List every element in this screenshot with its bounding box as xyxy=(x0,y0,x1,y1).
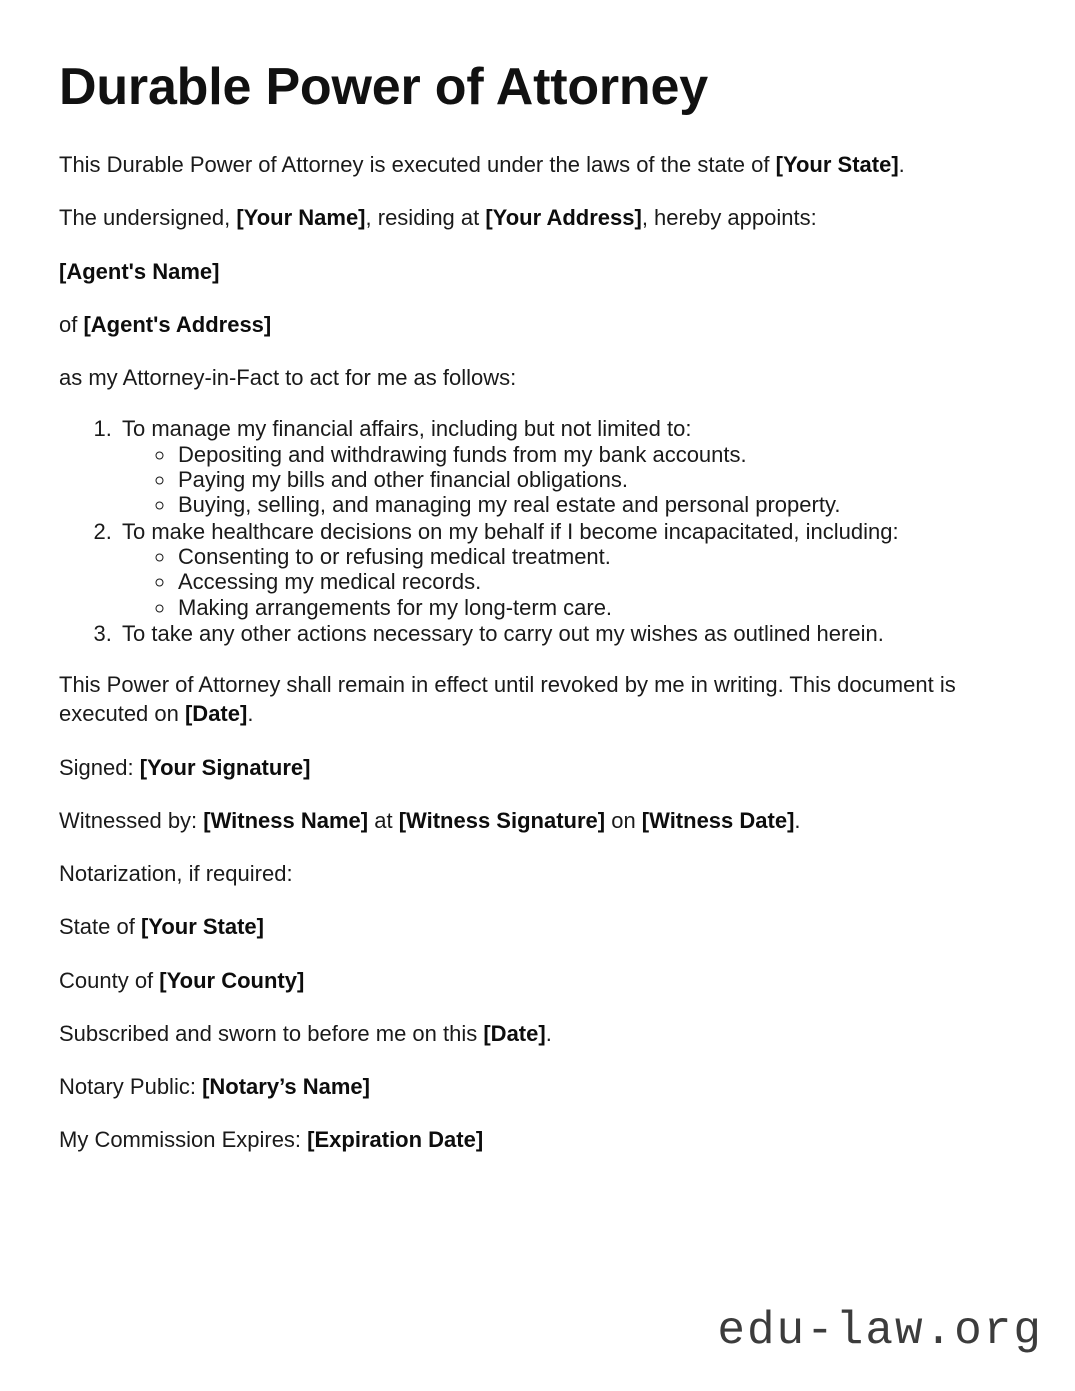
notary-sworn-lead: Subscribed and sworn to before me on this xyxy=(59,1020,484,1046)
undersigned-middle: , residing at xyxy=(365,205,486,231)
placeholder-agent-name: [Agent's Name] xyxy=(59,258,220,284)
notary-county-label: County of xyxy=(59,967,160,993)
list-item: ◦ Buying, selling, and managing my real estate and personal property. xyxy=(176,492,1015,517)
placeholder-your-signature: [Your Signature] xyxy=(139,754,311,780)
list-item: ◦ Accessing my medical records. xyxy=(176,569,1015,594)
notary-sworn-line xyxy=(59,1019,1015,1048)
list-item: ◦ Consenting to or refusing medical treatment. xyxy=(176,544,1015,569)
list-item xyxy=(118,519,1015,620)
placeholder-notary-state: [Your State] xyxy=(140,914,264,940)
undersigned-tail: , hereby appoints: xyxy=(641,205,817,231)
placeholder-your-name: [Your Name] xyxy=(236,205,366,231)
agent-address-paragraph xyxy=(59,310,1015,339)
notary-public-line xyxy=(59,1072,1015,1101)
placeholder-notary-county: [Your County] xyxy=(159,967,305,993)
list-item xyxy=(118,416,1015,517)
placeholder-your-state: [Your State] xyxy=(775,152,899,178)
notary-state-line xyxy=(59,912,1015,941)
page-title: Durable Power of Attorney xyxy=(59,58,708,116)
signed-line xyxy=(59,753,1015,782)
witness-mid-1: at xyxy=(368,807,399,833)
undersigned-lead: The undersigned, xyxy=(59,205,237,231)
witness-lead: Witnessed by: xyxy=(59,807,204,833)
power-text: To make healthcare decisions on my behalf if I become incapacitated, including: xyxy=(122,518,899,544)
site-watermark: edu-law.org xyxy=(717,1305,1043,1357)
revocation-tail: . xyxy=(247,701,254,727)
notary-county-line xyxy=(59,966,1015,995)
intro-text-before: This Durable Power of Attorney is executed under the laws of the state of xyxy=(59,152,776,178)
agent-name-paragraph xyxy=(59,257,1015,286)
acting-capacity-line: as my Attorney-in-Fact to act for me as follows: xyxy=(59,365,517,391)
signed-label: Signed: xyxy=(59,754,140,780)
intro-paragraph xyxy=(59,150,1015,179)
notarization-heading: Notarization, if required: xyxy=(59,861,293,887)
notary-public-label: Notary Public: xyxy=(59,1074,203,1100)
undersigned-paragraph xyxy=(59,203,1015,232)
notary-sworn-tail: . xyxy=(545,1020,552,1046)
witness-line xyxy=(59,806,1015,835)
notary-commission-label: My Commission Expires: xyxy=(59,1127,308,1153)
placeholder-execution-date: [Date] xyxy=(184,701,248,727)
list-item: ◦ Depositing and withdrawing funds from my bank accounts. xyxy=(176,442,1015,467)
list-item: ◦ Making arrangements for my long-term care. xyxy=(176,595,1015,620)
notary-state-label: State of xyxy=(59,914,141,940)
list-item: ◦ Paying my bills and other financial obligations. xyxy=(176,467,1015,492)
agent-address-lead: of xyxy=(59,311,84,337)
placeholder-expiration-date: [Expiration Date] xyxy=(307,1127,484,1153)
list-item xyxy=(118,621,1015,646)
placeholder-notary-name: [Notary’s Name] xyxy=(202,1074,370,1100)
power-text: To take any other actions necessary to carry out my wishes as outlined herein. xyxy=(122,620,884,646)
placeholder-witness-date: [Witness Date] xyxy=(641,807,795,833)
powers-list xyxy=(59,416,1015,646)
witness-mid-2: on xyxy=(605,807,642,833)
placeholder-agent-address: [Agent's Address] xyxy=(83,311,272,337)
placeholder-sworn-date: [Date] xyxy=(483,1020,546,1046)
placeholder-witness-name: [Witness Name] xyxy=(203,807,369,833)
notary-commission-line xyxy=(59,1125,1015,1154)
powers-sub-list xyxy=(122,442,1015,518)
power-text: To manage my financial affairs, including but not limited to: xyxy=(122,416,692,442)
placeholder-your-address: [Your Address] xyxy=(485,205,642,231)
revocation-paragraph xyxy=(59,670,1015,729)
intro-text-after: . xyxy=(898,152,905,178)
revocation-lead: This Power of Attorney shall remain in effect until revoked by me in writing. This document is executed on xyxy=(59,672,956,727)
powers-sub-list xyxy=(122,544,1015,620)
placeholder-witness-signature: [Witness Signature] xyxy=(398,807,606,833)
witness-tail: . xyxy=(794,807,801,833)
